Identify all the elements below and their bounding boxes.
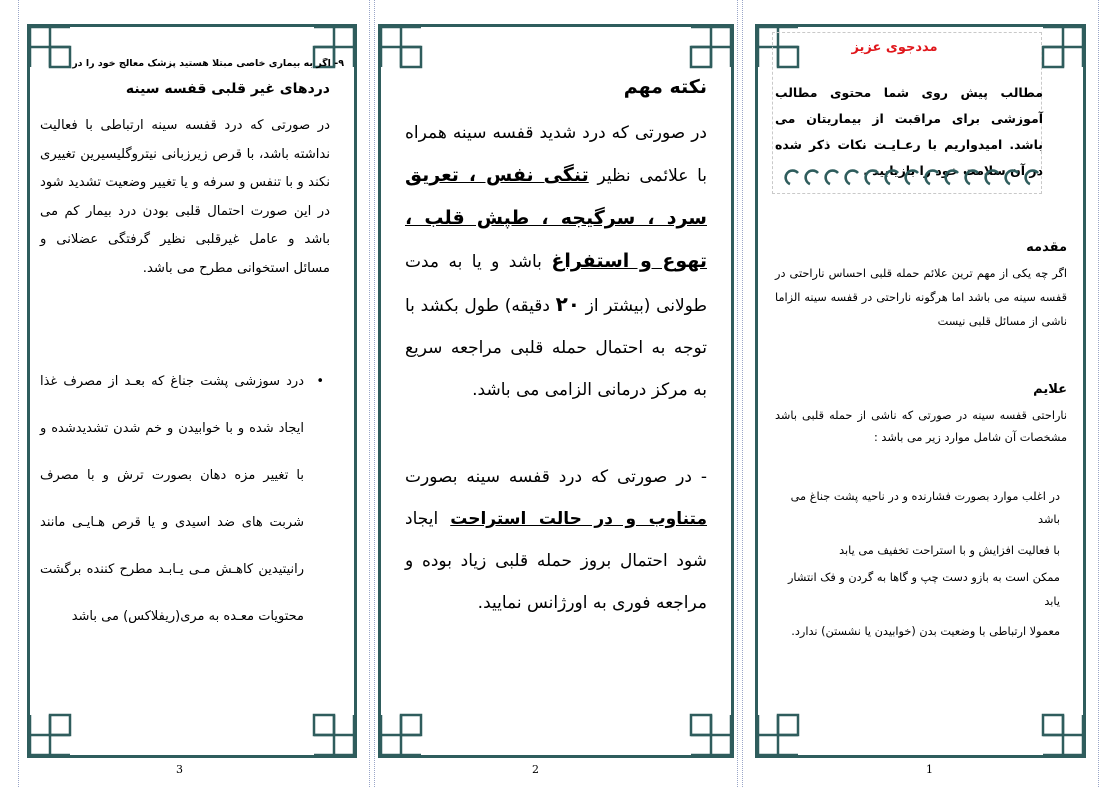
page-number: 1 xyxy=(926,763,933,776)
symptom-item: در اغلب موارد بصورت فشارنده و در ناحیه پشت جناغ می باشد xyxy=(790,490,1060,526)
column-guide xyxy=(374,0,375,787)
corner-ornament-icon xyxy=(755,712,801,758)
panel2-paragraph-1 xyxy=(405,112,707,411)
greeting-text: مطالب پیش روی شما محتوی مطالب آموزشی برای مراقبت از بیماریتان می باشد. امیدواریم با رعـایـت نکات ذکر شده در آن سلامت خود را بازیابید . xyxy=(775,85,1043,178)
panel2-text: دقیقه) طول بکشد با توجه به احتمال حمله قلبی مراجعه سریع به مرکز درمانی الزامی می باشد. xyxy=(405,296,707,400)
column-guide xyxy=(737,0,738,787)
panel2-number: ۲۰ xyxy=(555,292,581,316)
page-number: 3 xyxy=(176,763,183,776)
panel2-bold-symptoms: تنگی نفس ، تعریق سرد ، سرگیجه ، طپش قلب ، تهوع و استفراغ xyxy=(405,164,707,272)
wave-divider-icon xyxy=(784,168,1044,190)
panel2-text: باشد و یا به مدت طولانی (بیشتر از xyxy=(405,252,707,316)
panel2-text: ایجاد شود احتمال بروز حمله قلبی زیاد بوده و مراجعه فوری به اورژانس نمایید. xyxy=(405,509,707,613)
corner-ornament-icon xyxy=(27,712,73,758)
page-number: 2 xyxy=(532,763,539,776)
column-guide xyxy=(742,0,743,787)
panel3-paragraph: در صورتی که درد قفسه سینه ارتباطی با فعالیت نداشته باشد، با قرص زیرزبانی نیتروگلیسیرین تغییری نکند و با تنفس و سرفه و یا تغییر وضعیت تشدید شود در این صورت احتمال قلبی بودن درد بیمار کم می باشد و عامل غیرقلبی نظیر گرفتگی عضلانی و مسائل استخوانی مطرح می باشد. xyxy=(40,118,330,276)
corner-ornament-icon xyxy=(378,712,424,758)
column-guide xyxy=(369,0,370,787)
symptoms-heading: علایم xyxy=(1033,382,1067,397)
intro-heading: مقدمه xyxy=(1026,240,1067,255)
panel2-text: - در صورتی که درد قفسه سینه بصورت xyxy=(405,467,707,487)
panel3-heading: دردهای غیر قلبی قفسه سینه xyxy=(125,81,330,97)
panel2-bold-rest: متناوب و در حالت استراحت xyxy=(450,509,708,529)
symptom-item: با فعالیت افزایش و با استراحت تخفیف می یابد xyxy=(839,544,1060,557)
corner-ornament-icon xyxy=(688,712,734,758)
corner-ornament-icon xyxy=(378,24,424,70)
panel2-text: در صورتی که درد شدید قفسه سینه همراه با علائمی نظیر xyxy=(405,123,707,186)
symptom-item: ممکن است به بازو دست چپ و گاها به گردن و فک انتشار یابد xyxy=(787,571,1060,608)
panel3-bullet-item: • درد سوزشی پشت جناغ که بعـد از مصرف غذا ایجاد شده و با خوابیدن و خم شدن تشدیدشده و با تغییر مزه دهان بصورت ترش و با مصرف شربت های ضد اسیدی و یا قرص هـایـی مانند رانیتیدین کاهـش مـی یـابـد مطرح کننده برگشت محتویات معـده به مری(ریفلاکس) می باشد xyxy=(40,358,330,640)
greeting-title: مددجوی عزیز xyxy=(851,40,938,55)
column-guide xyxy=(18,0,19,787)
column-guide xyxy=(1098,0,1099,787)
symptom-item: معمولا ارتباطی با وضعیت بدن (خوابیدن یا نشستن) ندارد. xyxy=(791,625,1060,638)
corner-ornament-icon xyxy=(688,24,734,70)
panel2-heading: نکته مهم xyxy=(623,76,707,98)
symptoms-text: ناراحتی قفسه سینه در صورتی که ناشی از حمله قلبی باشد مشخصات آن شامل موارد زیر می باشد : xyxy=(775,409,1067,444)
panel3-top-line: ۹- اگر به بیماری خاصی مبتلا هستید پزشک معالج خود را در xyxy=(72,58,344,69)
panel2-paragraph-2 xyxy=(405,456,707,624)
intro-text: اگر چه یکی از مهم ترین علائم حمله قلبی احساس ناراحتی در قفسه سینه می باشد اما هرگونه ناراحتی در قفسه سینه الزاما ناشی از مسائل قلبی نیست xyxy=(775,267,1067,328)
corner-ornament-icon xyxy=(311,712,357,758)
corner-ornament-icon xyxy=(1040,24,1086,70)
corner-ornament-icon xyxy=(1040,712,1086,758)
